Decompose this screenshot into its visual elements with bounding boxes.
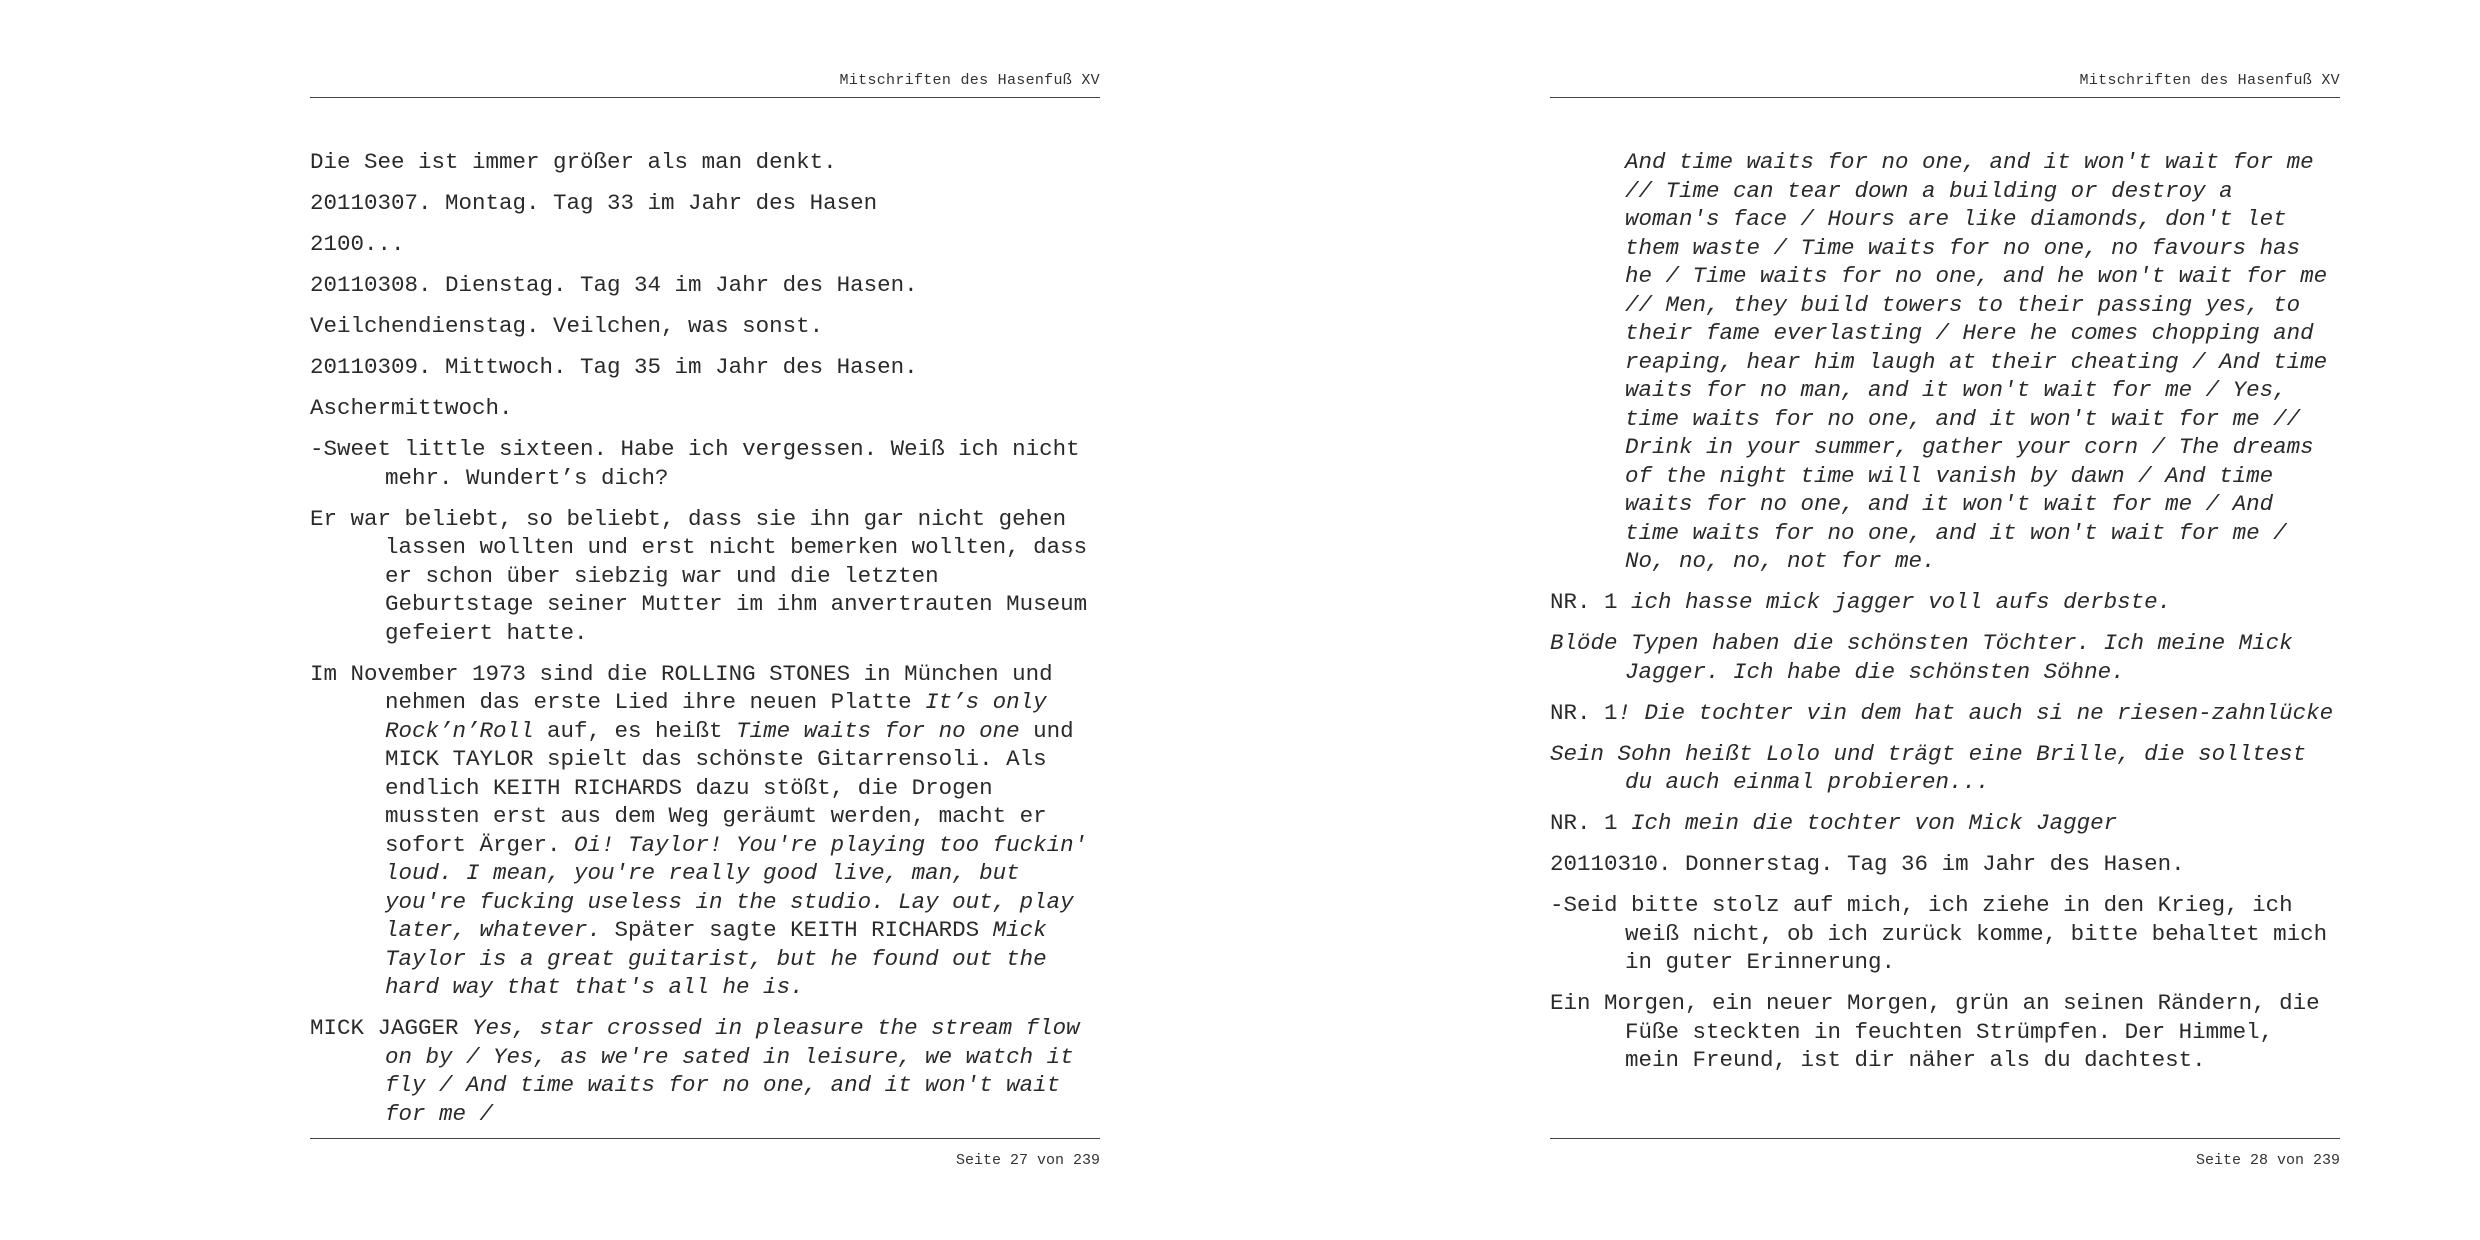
text-run: Später sagte KEITH RICHARDS <box>601 917 993 943</box>
page-left <box>310 0 1100 1240</box>
speaker: MICK JAGGER <box>310 1015 473 1041</box>
chat-text: ! Die tochter vin dem hat auch si ne riesen-zahnlücke <box>1617 699 2334 726</box>
running-header: Mitschriften des Hasenfuß XV <box>2079 72 2340 89</box>
chat-text: ich hasse mick jagger voll aufs derbste. <box>1631 589 2172 615</box>
paragraph-lyrics <box>310 1014 1100 1128</box>
song-title: Time waits for no one <box>736 717 1020 744</box>
paragraph: -Sweet little sixteen. Habe ich vergessen. Weiß ich nicht mehr. Wundert’s dich? <box>310 436 1080 491</box>
paragraph: 2100... <box>310 231 405 257</box>
reply-line: Blöde Typen haben die schönsten Töchter. Ich meine Mick Jagger. Ich habe die schönsten Söhne. <box>1550 630 2293 685</box>
speaker: NR. 1 <box>1550 810 1632 836</box>
paragraph: -Seid bitte stolz auf mich, ich ziehe in den Krieg, ich weiß nicht, ob ich zurück komme, bitte behaltet mich in guter Erinnerung. <box>1550 892 2328 975</box>
header-rule <box>310 97 1100 98</box>
paragraph: Veilchendienstag. Veilchen, was sonst. <box>310 313 824 339</box>
text-run: Im November 1973 sind die ROLLING STONES in München und nehmen das erste Lied ihre neuen Platte <box>310 660 1053 715</box>
paragraph: Die See ist immer größer als man denkt. <box>310 149 837 175</box>
footer-rule <box>310 1138 1100 1139</box>
running-header: Mitschriften des Hasenfuß XV <box>839 72 1100 89</box>
chat-line <box>1550 809 2340 838</box>
text-run: auf, es heißt <box>533 717 737 744</box>
speaker: NR. 1 <box>1550 589 1632 615</box>
header-rule <box>1550 97 2340 98</box>
chat-text: Ich mein die tochter von Mick Jagger <box>1631 810 2118 836</box>
chat-line <box>1550 588 2340 617</box>
page-body <box>310 148 1100 1141</box>
paragraph-rolling-stones <box>310 660 1100 1002</box>
quote: Oi! Taylor! You're playing too fuckin' loud. I mean, you're really good live, man, but you're fucking useless in the studio. Lay out, play later, whatever. <box>385 831 1088 943</box>
date-entry: 20110307. Montag. Tag 33 im Jahr des Hasen <box>310 190 878 216</box>
date-entry: 20110310. Donnerstag. Tag 36 im Jahr des Hasen. <box>1550 851 2185 877</box>
date-entry: 20110309. Mittwoch. Tag 35 im Jahr des Hasen. <box>310 354 918 380</box>
page-right <box>1550 0 2340 1240</box>
text-run: und MICK TAYLOR spielt das schönste Gitarrensoli. Als endlich KEITH RICHARDS dazu stößt, die Drogen mussten erst aus dem Weg geräumt werden, macht er sofort Ärger. <box>385 717 1074 858</box>
lyrics: Yes, star crossed in pleasure the stream flow on by / Yes, as we're sated in leisure, we watch it fly / And time waits for no one, and it won't wait for me / <box>385 1015 1080 1127</box>
speaker: NR. 1 <box>1550 699 1618 726</box>
lyrics-continuation: And time waits for no one, and it won't wait for me // Time can tear down a building or destroy a woman's face / Hours are like diamonds, don't let them waste / Time waits for no one, no favours has he / Time waits for no one, and he won't wait for me // Men, they build towers to their passing yes, to their fame everlasting / Here he comes chopping and reaping, hear him laugh at their cheating / And time waits for no man, and it won't wait for me / Yes, time waits for no one, and it won't wait for me // Drink in your summer, gather your corn / The dreams of the night time will vanish by dawn / And time waits for no one, and it won't wait for me / And time waits for no one, and it won't wait for me / No, no, no, not for me. <box>1625 149 2328 574</box>
reply-line: Sein Sohn heißt Lolo und trägt eine Brille, die solltest du auch einmal probieren... <box>1550 740 2307 795</box>
chat-line <box>1550 699 2340 728</box>
paragraph: Er war beliebt, so beliebt, dass sie ihn gar nicht gehen lassen wollten und erst nicht bemerken wollten, dass er schon über siebzig war und die letzten Geburtstage seiner Mutter im ihm anvertrauten Museum gefeiert hatte. <box>310 505 1088 646</box>
paragraph: Ein Morgen, ein neuer Morgen, grün an seinen Rändern, die Füße steckten in feuchten Strümpfen. Der Himmel, mein Freund, ist dir näher als du dachtest. <box>1550 990 2320 1073</box>
page-number: Seite 27 von 239 <box>955 1152 1100 1169</box>
page-body <box>1550 148 2340 1087</box>
album-title: It’s only Rock’n’Roll <box>385 689 1047 744</box>
paragraph: Aschermittwoch. <box>310 395 513 421</box>
footer-rule <box>1550 1138 2340 1139</box>
page-number: Seite 28 von 239 <box>2195 1152 2340 1169</box>
date-entry: 20110308. Dienstag. Tag 34 im Jahr des Hasen. <box>310 272 918 298</box>
quote: Mick Taylor is a great guitarist, but he found out the hard way that that's all he is. <box>385 917 1047 1000</box>
